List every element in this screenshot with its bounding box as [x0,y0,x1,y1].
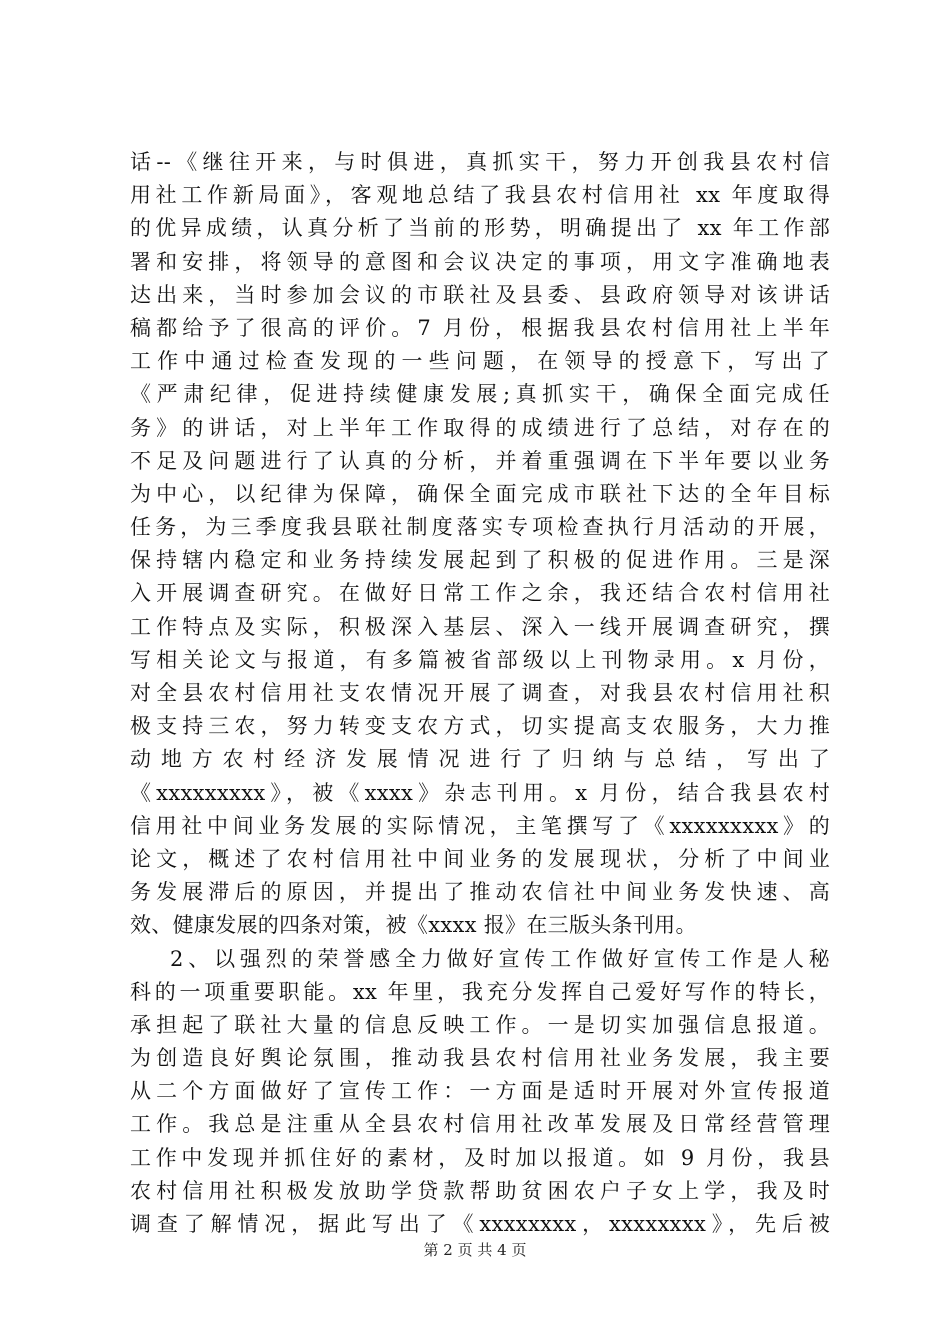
text-line: 任务，为三季度我县联社制度落实专项检查执行月活动的开展， [130,515,830,540]
text-line: 务发展滞后的原因，并提出了推动农信社中间业务发快速、高 [130,880,830,905]
text-line: 为中心，以纪律为保障，确保全面完成市联社下达的全年目标 [130,481,830,506]
text-line: 达出来，当时参加会议的市联社及县委、县政府领导对该讲话 [130,282,830,307]
text-line: 工作中发现并抓住好的素材，及时加以报道。如 9 月份，我县 [130,1145,830,1170]
text-line: 《严肃纪律，促进持续健康发展;真抓实干，确保全面完成任 [130,382,830,407]
text-line: 用社工作新局面》，客观地总结了我县农村信用社 xx 年度取得 [130,183,830,208]
text-line: 调查了解情况，据此写出了《xxxxxxxx，xxxxxxxx》，先后被 [130,1212,830,1236]
text-line: 对全县农村信用社支农情况开展了调查，对我县农村信用社积 [130,681,830,705]
text-line: 保持辖内稳定和业务持续发展起到了积极的促进作用。三是深 [130,548,830,573]
text-line: 不足及问题进行了认真的分析，并着重强调在下半年要以业务 [130,448,830,473]
text-line: 从二个方面做好了宣传工作：一方面是适时开展对外宣传报道 [130,1079,830,1104]
text-line: 效、健康发展的四条对策，被《xxxx 报》在三版头条刊用。 [130,913,697,938]
text-line: 入开展调查研究。在做好日常工作之余，我还结合农村信用社 [130,581,830,606]
text-line: 动地方农村经济发展情况进行了归纳与总结，写出了 [130,747,830,772]
text-line: 承担起了联社大量的信息反映工作。一是切实加强信息报道。 [130,1012,830,1037]
text-line: 科的一项重要职能。xx 年里，我充分发挥自己爱好写作的特长， [130,979,830,1004]
text-line: 工作特点及实际，积极深入基层、深入一线开展调查研究，撰 [130,614,830,639]
text-line: 务》的讲话，对上半年工作取得的成绩进行了总结，对存在的 [130,415,830,440]
text-line: 为创造良好舆论氛围，推动我县农村信用社业务发展，我主要 [130,1046,830,1071]
text-line: 农村信用社积极发放助学贷款帮助贫困农户子女上学，我及时 [130,1178,830,1203]
text-line: 稿都给予了很高的评价。7 月份，根据我县农村信用社上半年 [130,315,830,340]
paragraph-start-line: 2、以强烈的荣誉感全力做好宣传工作做好宣传工作是人秘 [170,946,830,971]
text-line: 写相关论文与报道，有多篇被省部级以上刊物录用。x 月份， [130,647,830,672]
text-line: 信用社中间业务发展的实际情况，主笔撰写了《xxxxxxxxx》的 [130,813,830,838]
body-text [130,146,830,1241]
text-line: 话--《继往开来，与时俱进，真抓实干，努力开创我县农村信 [130,150,830,174]
text-line: 工作。我总是注重从全县农村信用社改革发展及日常经营管理 [130,1112,830,1137]
text-line: 极支持三农，努力转变支农方式，切实提高支农服务，大力推 [130,714,830,739]
text-line: 《xxxxxxxxx》，被《xxxx》杂志刊用。x 月份，结合我县农村 [130,780,830,805]
text-line: 论文，概述了农村信用社中间业务的发展现状，分析了中间业 [130,846,830,871]
text-line: 署和安排，将领导的意图和会议决定的事项，用文字准确地表 [130,249,830,274]
text-line: 的优异成绩，认真分析了当前的形势，明确提出了 xx 年工作部 [130,216,830,241]
text-line: 工作中通过检查发现的一些问题，在领导的授意下，写出了 [130,349,830,374]
page-number-footer: 第 2 页 共 4 页 [423,1241,527,1259]
